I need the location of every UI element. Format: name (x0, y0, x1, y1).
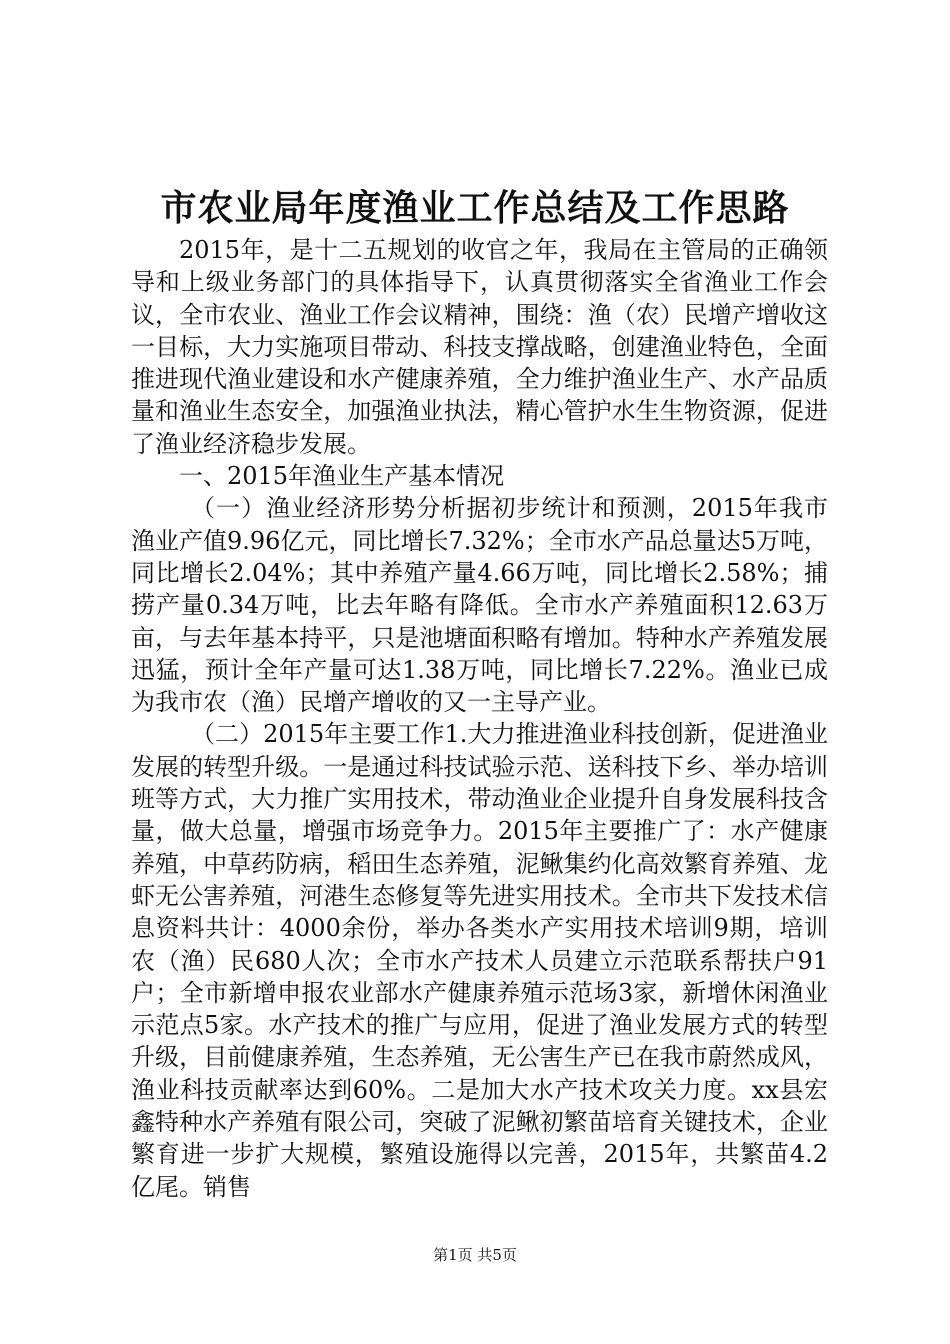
paragraph-intro: 2015年，是十二五规划的收官之年，我局在主管局的正确领导和上级业务部门的具体指导下，认真贯彻落实全省渔业工作会议，全市农业、渔业工作会议精神，围绕：渔（农）民增产增收这一目标，大力实施项目带动、科技支撑战略，创建渔业特色，全面推进现代渔业建设和水产健康养殖，全力维护渔业生产、水产品质量和渔业生态安全，加强渔业执法，精心管护水生生物资源，促进了渔业经济稳步发展。 (131, 236, 828, 458)
document-title: 市农业局年度渔业工作总结及工作思路 (160, 187, 790, 229)
document-body (131, 234, 828, 1203)
section-heading: 一、2015年渔业生产基本情况 (179, 462, 505, 491)
paragraph-economic-analysis: （一）渔业经济形势分析据初步统计和预测，2015年我市渔业产值9.96亿元，同比增长7.32%；全市水产品总量达5万吨，同比增长2.04%；其中养殖产量4.66万吨，同比增长2.58%；捕捞产量0.34万吨，比去年略有降低。全市水产养殖面积12.63万亩，与去年基本持平，只是池塘面积略有增加。特种水产养殖发展迅猛，预计全年产量可达1.38万吨，同比增长7.22%。渔业已成为我市农（渔）民增产增收的又一主导产业。 (131, 494, 828, 717)
page-number-footer: 第1页 共5页 (433, 1246, 517, 1264)
paragraph-main-work: （二）2015年主要工作1.大力推进渔业科技创新，促进渔业发展的转型升级。一是通过科技试验示范、送科技下乡、举办培训班等方式，大力推广实用技术，带动渔业企业提升自身发展科技含量，做大总量，增强市场竞争力。2015年主要推广了：水产健康养殖，中草药防病，稻田生态养殖，泥鳅集约化高效繁育养殖、龙虾无公害养殖，河港生态修复等先进实用技术。全市共下发技术信息资料共计：4000余份，举办各类水产实用技术培训9期，培训农（渔）民680人次；全市水产技术人员建立示范联系帮扶户91户；全市新增申报农业部水产健康养殖示范场3家，新增休闲渔业示范点5家。水产技术的推广与应用，促进了渔业发展方式的转型升级，目前健康养殖，生态养殖，无公害生产已在我市蔚然成风，渔业科技贡献率达到60%。二是加大水产技术攻关力度。xx县宏鑫特种水产养殖有限公司，突破了泥鳅初繁苗培育关键技术，企业繁育进一步扩大规模，繁殖设施得以完善，2015年，共繁苗4.2亿尾。销售 (131, 720, 828, 1201)
